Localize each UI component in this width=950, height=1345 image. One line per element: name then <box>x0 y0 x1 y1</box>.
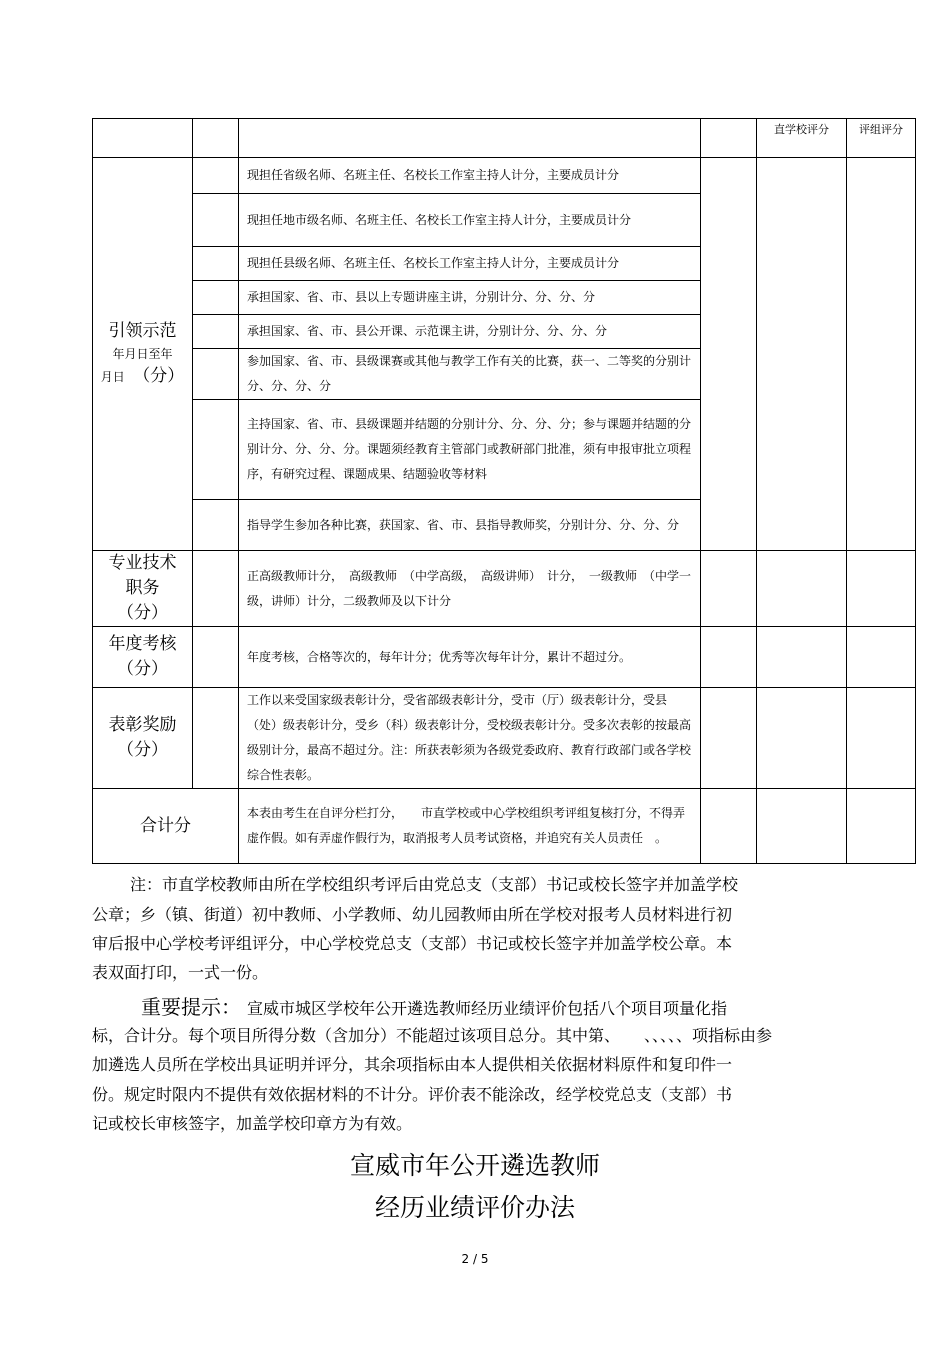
lead-item: 现担任地市级名师、名班主任、名校长工作室主持人计分，主要成员计分 <box>239 194 701 247</box>
note-line: 表双面打印，一式一份。 <box>92 963 269 982</box>
table-row <box>93 158 916 194</box>
lead-item: 承担国家、省、市、县以上专题讲座主讲，分别计分、分、分、分 <box>239 281 701 315</box>
award-item: 工作以来受国家级表彰计分，受省部级表彰计分，受市（厅）级表彰计分，受县（处）级表彰计分，受乡（科）级表彰计分，受校级表彰计分。受多次表彰的按最高级别计分，最高不超过分。注：所获表彰须为各级党委政府、教育行政部门或各学校综合性表彰。 <box>239 688 701 789</box>
evaluation-table <box>92 118 916 864</box>
note-line: 公章；乡（镇、街道）初中教师、小学教师、幼儿园教师由所在学校对报考人员材料进行初 <box>92 905 733 924</box>
header-cell <box>193 119 239 158</box>
table-row <box>93 627 916 688</box>
lead-item: 承担国家、省、市、县公开课、示范课主讲，分别计分、分、分、分 <box>239 315 701 349</box>
note-line: 审后报中心学校考评组评分，中心学校党总支（支部）书记或校长签字并加盖学校公章。本 <box>92 934 733 953</box>
lead-unit: （分） <box>141 366 185 386</box>
tip-line: 标，合计分。每个项目所得分数（含加分）不能超过该项目总分。其中第、 、、、、、项指标由参 <box>92 1026 773 1045</box>
group-score-cell[interactable] <box>847 158 916 551</box>
lead-item: 参加国家、省、市、县级课赛或其他与教学工作有关的比赛，获一、二等奖的分别计分、分、分、分 <box>239 349 701 400</box>
self-score-cell[interactable] <box>701 688 757 789</box>
blank-cell <box>193 247 239 281</box>
lead-period-1: 年月日至年 <box>112 347 173 361</box>
note-line: 注：市直学校教师由所在学校组织考评后由党总支（支部）书记或校长签字并加盖学校 <box>130 875 739 894</box>
school-score-cell[interactable] <box>757 551 847 627</box>
lead-item: 现担任省级名师、名班主任、名校长工作室主持人计分，主要成员计分 <box>239 158 701 194</box>
lead-item: 主持国家、省、市、县级课题并结题的分别计分、分、分、分；参与课题并结题的分别计分、分、分、分。课题须经教育主管部门或教研部门批准，须有申报审批立项程序，有研究过程、课题成果、结题验收等材料 <box>239 400 701 500</box>
title-category-cell <box>93 551 193 627</box>
school-score-cell[interactable] <box>757 688 847 789</box>
school-score-cell[interactable] <box>757 627 847 688</box>
annual-category-cell <box>93 627 193 688</box>
group-score-cell[interactable] <box>847 789 916 864</box>
title-item: 正高级教师计分， 高级教师 （中学高级， 高级讲师） 计分， 一级教师 （中学一级，讲师）计分，二级教师及以下计分 <box>239 551 701 627</box>
tip-first-line <box>141 992 727 1024</box>
award-category-cell <box>93 688 193 789</box>
group-score-cell[interactable] <box>847 627 916 688</box>
tip-line: 加遴选人员所在学校出具证明并评分，其余项指标由本人提供相关依据材料原件和复印件一 <box>92 1055 733 1074</box>
blank-cell <box>193 688 239 789</box>
blank-cell <box>193 400 239 500</box>
blank-cell <box>193 281 239 315</box>
annual-item: 年度考核，合格等次的，每年计分；优秀等次每年计分，累计不超过分。 <box>239 627 701 688</box>
lead-category-cell <box>93 158 193 551</box>
table-row <box>93 551 916 627</box>
self-score-cell[interactable] <box>701 627 757 688</box>
blank-cell <box>193 194 239 247</box>
lead-item: 现担任县级名师、名班主任、名校长工作室主持人计分，主要成员计分 <box>239 247 701 281</box>
group-score-header: 评组评分 <box>847 119 916 158</box>
group-score-cell[interactable] <box>847 688 916 789</box>
group-score-cell[interactable] <box>847 551 916 627</box>
school-score-cell[interactable] <box>757 789 847 864</box>
tip-line: 记或校长审核签字，加盖学校印章方为有效。 <box>92 1114 413 1133</box>
title-label-3: （分） <box>117 603 168 623</box>
lead-title: 引领示范 <box>108 321 177 341</box>
blank-cell <box>193 349 239 400</box>
header-cell <box>239 119 701 158</box>
document-title-line2: 经历业绩评价办法 <box>374 1193 575 1222</box>
school-score-cell[interactable] <box>757 158 847 551</box>
title-label-2: 职务 <box>125 578 160 598</box>
blank-cell <box>193 500 239 551</box>
tip-text: 宣威市城区学校年公开遴选教师经历业绩评价包括八个项目项量化指 <box>247 999 728 1018</box>
table-row <box>93 789 916 864</box>
header-cell <box>93 119 193 158</box>
tip-line: 份。规定时限内不提供有效依据材料的不计分。评价表不能涂改，经学校党总支（支部）书 <box>92 1085 733 1104</box>
annual-label-1: 年度考核 <box>108 634 177 654</box>
self-score-cell[interactable] <box>701 158 757 551</box>
title-label-1: 专业技术 <box>108 553 177 573</box>
total-item: 本表由考生在自评分栏打分， 市直学校或中心学校组织考评组复核打分，不得弄虚作假。如有弄虚作假行为，取消报考人员考试资格，并追究有关人员责任 。 <box>239 789 701 864</box>
header-cell <box>701 119 757 158</box>
annual-label-2: （分） <box>117 659 168 679</box>
blank-cell <box>193 627 239 688</box>
table-header-row <box>93 119 916 158</box>
blank-cell <box>193 158 239 194</box>
lead-period-2: 月日 <box>100 370 125 384</box>
award-label-2: （分） <box>117 740 168 760</box>
self-score-cell[interactable] <box>701 789 757 864</box>
blank-cell <box>193 315 239 349</box>
school-score-header: 直学校评分 <box>757 119 847 158</box>
tip-label: 重要提示： <box>141 995 231 1019</box>
lead-item: 指导学生参加各种比赛，获国家、省、市、县指导教师奖，分别计分、分、分、分 <box>239 500 701 551</box>
blank-cell <box>193 551 239 627</box>
total-label: 合计分 <box>93 789 239 864</box>
self-score-cell[interactable] <box>701 551 757 627</box>
page-number: 2 / 5 <box>461 1252 489 1266</box>
award-label-1: 表彰奖励 <box>108 715 177 735</box>
table-row <box>93 688 916 789</box>
document-title-line1: 宣威市年公开遴选教师 <box>349 1151 600 1180</box>
